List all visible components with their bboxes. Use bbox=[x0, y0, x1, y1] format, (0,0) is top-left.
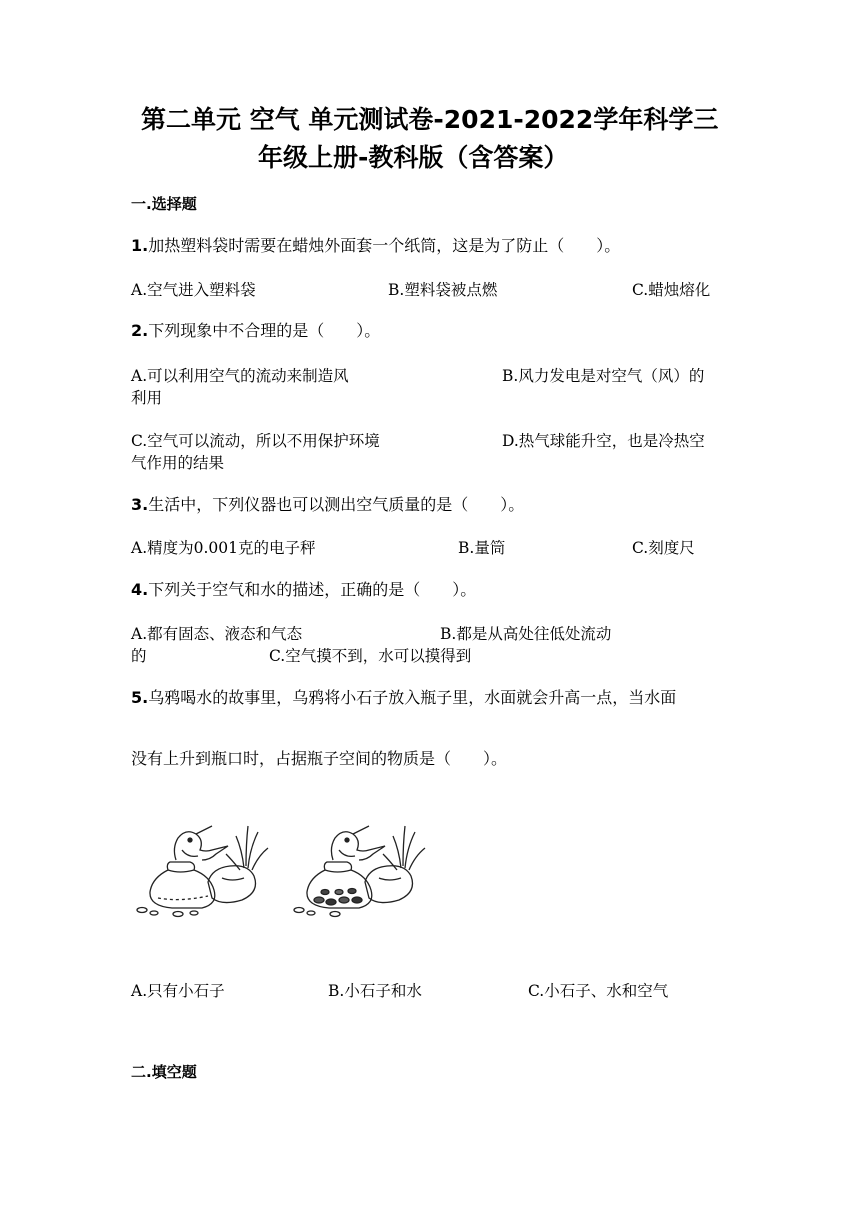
question-text: 下列关于空气和水的描述，正确的是（ ）。 bbox=[148, 580, 477, 599]
q4-option-b: B.都是从高处往低处流动 bbox=[440, 625, 612, 643]
q1-option-a: A.空气进入塑料袋 bbox=[131, 281, 256, 299]
question-4 bbox=[131, 580, 476, 600]
q1-option-c: C.蜡烛熔化 bbox=[632, 281, 711, 299]
q1-option-b: B.塑料袋被点燃 bbox=[388, 281, 498, 299]
question-3 bbox=[131, 495, 524, 515]
q5-option-c: C.小石子、水和空气 bbox=[528, 982, 669, 1000]
q4-option-c: C.空气摸不到，水可以摸得到 bbox=[269, 647, 472, 665]
q5-option-b: B.小石子和水 bbox=[328, 982, 422, 1000]
q2-option-b-continued: 利用 bbox=[131, 389, 163, 407]
question-number: 3. bbox=[131, 495, 149, 514]
q3-option-b: B.量筒 bbox=[458, 539, 506, 557]
page-title-line1: 第二单元 空气 单元测试卷-2021-2022学年科学三 bbox=[141, 105, 719, 134]
question-number: 5. bbox=[131, 688, 149, 707]
q2-option-d: D.热气球能升空，也是冷热空 bbox=[502, 432, 705, 450]
page-title-line2: 年级上册-教科版（含答案） bbox=[258, 143, 569, 172]
q2-option-a: A.可以利用空气的流动来制造风 bbox=[131, 367, 349, 385]
q4-option-a: A.都有固态、液态和气态 bbox=[131, 625, 303, 643]
question-text: 下列现象中不合理的是（ ）。 bbox=[148, 321, 381, 340]
q3-option-a: A.精度为0.001克的电子秤 bbox=[131, 539, 316, 557]
crow-jar-illustration-2 bbox=[289, 820, 429, 920]
crow-jar-illustration-1 bbox=[132, 820, 272, 920]
section-heading-fill-in: 二.填空题 bbox=[131, 1063, 197, 1081]
question-2 bbox=[131, 321, 380, 341]
question-text: 乌鸦喝水的故事里，乌鸦将小石子放入瓶子里，水面就会升高一点，当水面 bbox=[148, 688, 677, 707]
q2-option-d-continued: 气作用的结果 bbox=[131, 454, 225, 472]
question-5 bbox=[131, 688, 676, 708]
question-text: 生活中，下列仪器也可以测出空气质量的是（ ）。 bbox=[148, 495, 525, 514]
question-1 bbox=[131, 236, 620, 256]
question-5-continued: 没有上升到瓶口时，占据瓶子空间的物质是（ ）。 bbox=[131, 749, 508, 768]
q5-option-a: A.只有小石子 bbox=[131, 982, 225, 1000]
section-heading-choice: 一.选择题 bbox=[131, 195, 197, 213]
question-number: 2. bbox=[131, 321, 149, 340]
question-number: 4. bbox=[131, 580, 149, 599]
question-number: 1. bbox=[131, 236, 149, 255]
q3-option-c: C.刻度尺 bbox=[632, 539, 695, 557]
q2-option-b: B.风力发电是对空气（风）的 bbox=[502, 367, 705, 385]
q4-option-b-continued: 的 bbox=[131, 647, 147, 665]
question-text: 加热塑料袋时需要在蜡烛外面套一个纸筒，这是为了防止（ ）。 bbox=[148, 236, 621, 255]
q2-option-c: C.空气可以流动，所以不用保护环境 bbox=[131, 432, 380, 450]
